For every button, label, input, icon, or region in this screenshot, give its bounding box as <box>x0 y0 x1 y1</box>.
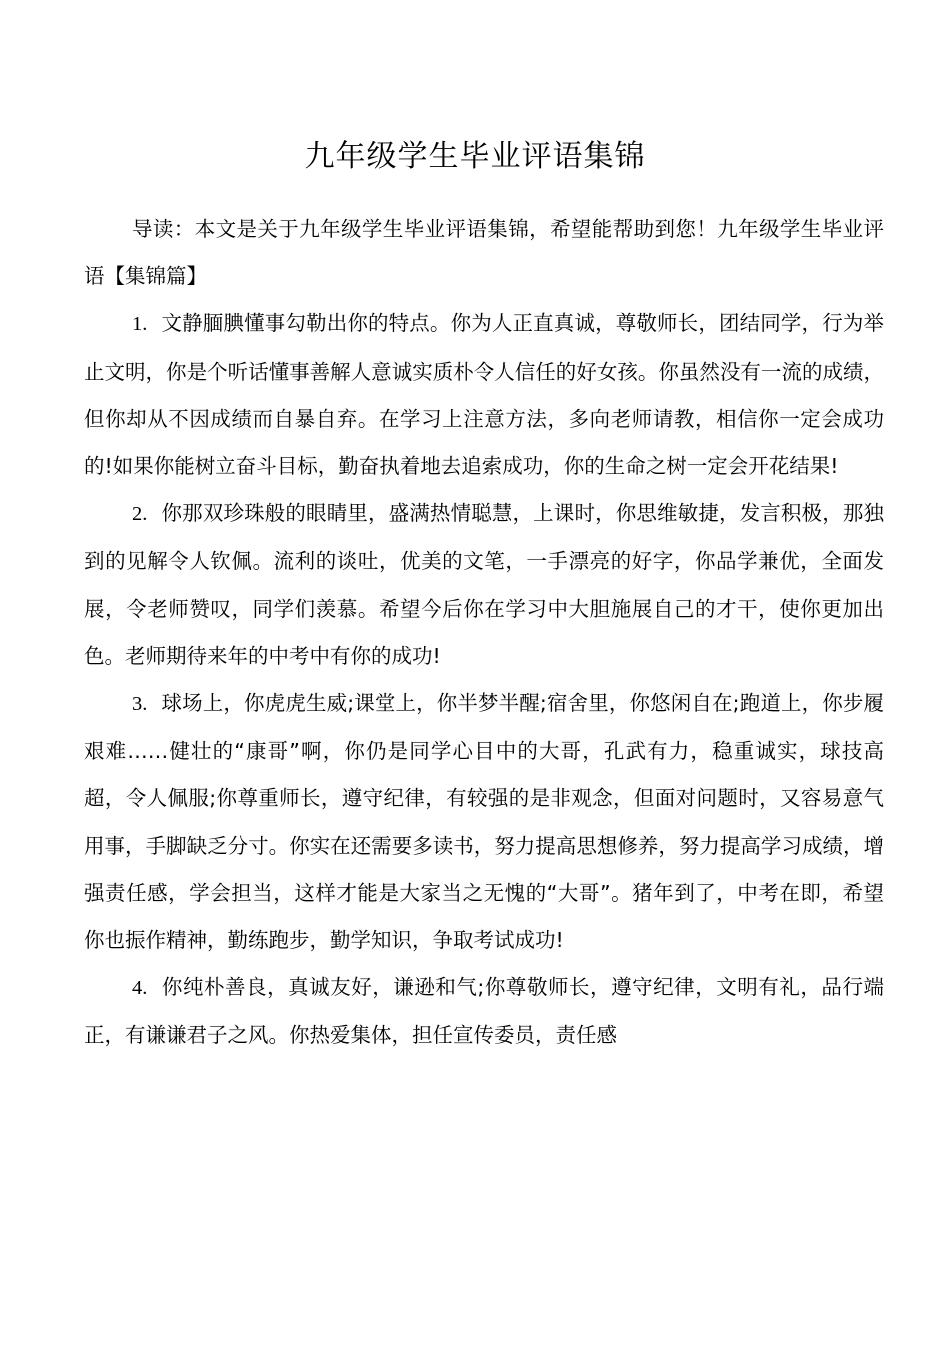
paragraph-text: 球场上，你虎虎生威;课堂上，你半梦半醒;宿舍里，你悠闲自在;跑道上，你步履艰难……健壮的“康哥”啊，你仍是同学心目中的大哥，孔武有力，稳重诚实，球技高超，令人佩服;你尊重师长，遵守纪律，有较强的是非观念，但面对问题时，又容易意气用事，手脚缺乏分寸。你实在还需要多读书，努力提高思想修养，努力提高学习成绩，增强责任感，学会担当，这样才能是大家当之无愧的“大哥”。猪年到了，中考在即，希望你也振作精神，勤练跑步，勤学知识，争取考试成功! <box>84 691 884 953</box>
comment-paragraph-3 <box>84 680 884 964</box>
paragraph-number: 4. <box>132 977 148 1000</box>
document-title: 九年级学生毕业评语集锦 <box>304 139 646 174</box>
paragraph-text: 你那双珍珠般的眼睛里，盛满热情聪慧，上课时，你思维敏捷，发言积极，那独到的见解令人钦佩。流利的谈吐，优美的文笔，一手漂亮的好字，你品学兼优，全面发展，令老师赞叹，同学们羡慕。希望今后你在学习中大胆施展自己的才干，使你更加出色。老师期待来年的中考中有你的成功! <box>84 501 884 668</box>
intro-paragraph <box>84 206 884 300</box>
document-body <box>84 206 884 1060</box>
comment-paragraph-4 <box>84 964 884 1059</box>
paragraph-text: 文静腼腆懂事勾勒出你的特点。你为人正直真诚，尊敬师长，团结同学，行为举止文明，你是个听话懂事善解人意诚实质朴令人信任的好女孩。你虽然没有一流的成绩，但你却从不因成绩而自暴自弃。在学习上注意方法，多向老师请教，相信你一定会成功的!如果你能树立奋斗目标，勤奋执着地去追索成功，你的生命之树一定会开花结果! <box>84 311 884 479</box>
paragraph-text: 你纯朴善良，真诚友好，谦逊和气;你尊敬师长，遵守纪律，文明有礼，品行端正，有谦谦君子之风。你热爱集体，担任宣传委员，责任感 <box>84 975 884 1048</box>
intro-lead-text: 导读：本文是关于九年级学生毕业评语集锦，希望能帮助到您！ <box>132 217 718 241</box>
paragraph-number: 1. <box>132 313 148 336</box>
paragraph-number: 3. <box>132 693 148 716</box>
intro-heading-text: 九年级学生毕业评语【集锦篇】 <box>84 217 885 289</box>
comment-paragraph-1 <box>84 300 884 490</box>
comment-paragraph-2 <box>84 490 884 680</box>
paragraph-number: 2. <box>132 503 148 526</box>
